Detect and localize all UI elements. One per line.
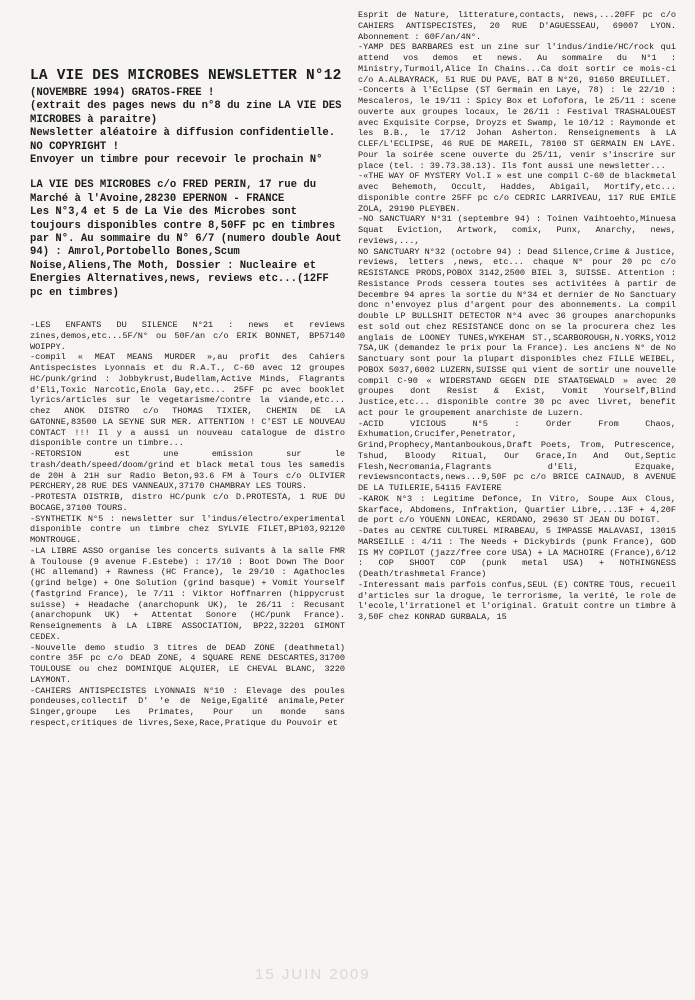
news-item: -CAHIERS ANTISPECISTES LYONNAIS N°10 : Elevage des poules pondeuses,collectif D' 'e de Neige,Egalité animale,Peter Singer,groupe Les Primates, Pour un monde sans respect,critiques de livres,Sexe,Race,Pratique du Pouvoir et	[30, 685, 345, 728]
contact-address: LA VIE DES MICROBES c/o FRED PERIN, 17 rue du Marché à l'Avoine,28230 EPERNON - FRANCE	[30, 179, 317, 205]
news-item: -LES ENFANTS DU SILENCE N°21 : news et reviews zines,demos,etc...5F/N° ou 50F/an c/o ERIK BONNET, BP57140 WOIPPY.	[30, 320, 345, 352]
news-item: -RETORSION est une emission sur le trash/death/speed/doom/grind et black metal tous les samedis de 20H à 21H sur Radio Beton,93.6 FM à Tours c/o OLIVIER PERCHERY,28 RUE DES VANNEAUX,37170 CHAMBRAY LES TOURS.	[30, 449, 345, 492]
news-item: -NO SANCTUARY N°31 (septembre 94) : Toinen Vaihtoehto,Minuesa Squat Eviction, Artwork, comix, Punx, Anarchy, news, reviews,...,	[358, 214, 676, 246]
news-item: -Nouvelle demo studio 3 titres de DEAD ZONE (deathmetal) contre 35F pc c/o DEAD ZONE, 4 SQUARE RENE DESCARTES,31700 TOULOUSE ou chez DOMINIQUE ALQUIER, LE CHEVAL BLANC, 3220 LAYMONT.	[30, 642, 345, 685]
news-item: -SYNTHETIK N°5 : newsletter sur l'indus/electro/experimental disponible contre un timbre chez SYLVIE FILET,BP103,92120 MONTROUGE.	[30, 513, 345, 546]
intro-line: Newsletter aléatoire à diffusion confidentielle. NO COPYRIGHT !	[30, 127, 336, 153]
news-item: Esprit de Nature, litterature,contacts, news,...20FF pc c/o CAHIERS ANTISPECISTES, 20 RUE D'AGUESSEAU, 69007 LYON. Abonnement : 60F/an/4N°.	[358, 10, 676, 42]
news-item: -YAMP DES BARBARES est un zine sur l'indus/indie/HC/rock qui attend vos demos et news. Au sommaire du N°1 : Ministry,Turmoil,Alice In Chains...Ca doit sortir ce mois-ci c/o A.ALBAYRACK, 51 RUE DU PAVE, BAT B N°26, 91650 BREUILLET.	[358, 42, 676, 85]
news-item: -ACID VICIOUS N°5 : Order From Chaos, Exhumation,Crucifer,Penetrator, Grind,Prophecy,Mantanboukous,Draft Poets, Trom, Putrescence, Tshud, Bloody Ritual, Our Grace,In And Out,Septic Flesh,Necromania,Flagrants d'Eli, Ezquake, reviewsncontacts,news...9,50F pc c/o BRICE CAINAUD, 8 AVENUE DE LA TUILERIE,54115 FAVIERE	[358, 418, 676, 493]
news-item: -«THE WAY OF MYSTERY Vol.I » est une compil C-60 de blackmetal avec Behemoth, Occult, Haddes, Abigail, Mortify,etc... disponible contre 25FF pc c/o CEDRIC LARRIVEAU, 117 RUE EMILE ZOLA, 29190 PLEYBEN.	[358, 171, 676, 214]
left-column	[30, 68, 345, 729]
news-item: NO SANCTUARY N°32 (octobre 94) : Dead Silence,Crime & Justice, reviews, letters ,news, etc... chaque N° pour 20 pc c/o RESISTANCE PRODS,POBOX 3142,2500 BIEL 3, SUISSE. Attention : Resistance Prods cessera toutes ses activitées à partir de Decembre 94 apres la sortie du N°34 et dernier de No Sanctuary donc n'envoyez plus d'argent pour des abonnements. La compil double LP BULLSHIT DETECTOR N°4 avec 36 groupes anarchopunks est sold out chez RESISTANCE donc on se la procurera chez les anglais de LOONEY TUNES,WYKEHAM ST.,SCARBOROUGH,N.YORKS,YO12 7SA,UK (demandez le prix pour la France). Les anciens N° de No Sanctuary sont pour la plupart disponibles chez FILLE WEIBEL, POBOX 5037,6002 LUZERN,SUISSE qui vient de sortir une nouvelle compil C-90 « WIDERSTAND GEGEN DIE STAATGEWALD » avec 20 groupes dont Resist & Exist, Vomit Yourself,Blind Justice,etc... disponible contre 30 pc avec livret, benefit act pour le groupement anarchiste de Luzern.	[358, 246, 676, 418]
date-stamp: 15 JUIN 2009	[255, 966, 371, 983]
right-column	[358, 10, 676, 623]
news-item: -Interessant mais parfois confus,SEUL (E) CONTRE TOUS, recueil d'articles sur la drogue, le terrorisme, la verité, le role de l'ecole,l'irrationel et l'original. Gratuit contre un timbre à 3,50F chez KONRAD GURBALA, 15	[358, 579, 676, 622]
address-block	[30, 179, 345, 300]
news-item: -PROTESTA DISTRIB, distro HC/punk c/o D.PROTESTA, 1 RUE DU BOCAGE,37100 TOURS.	[30, 492, 345, 513]
intro-line: (NOVEMBRE 1994) GRATOS-FREE !	[30, 87, 215, 99]
intro-block	[30, 87, 345, 167]
news-item: -compil « MEAT MEANS MURDER »,au profit des Cahiers Antispecistes Lyonnais et du R.A.T., C-60 avec 12 groupes HC/punk/grind : Jobbykrust,Budellam,Active Minds, Flagrants d'Eli,Toxic Narcotic,Enola Gay,etc... 25FF pc avec booklet lyrics/articles sur le vegetarisme/contre la viande,etc... chez ANOK DISTRO c/o THOMAS TIXIER, CHEMIN DE LA GATONNE,83500 LA SEYNE SUR MER. ATTENTION ! C'EST LE NOUVEAU CONTACT !!! Il y a aussi un nouveau catalogue de distro disponible contre un timbre...	[30, 352, 345, 449]
news-item: -LA LIBRE ASSO organise les concerts suivants à la salle FMR à Toulouse (9 avenue F.Estebe) : 17/10 : Boot Down The Door (HC allemand) + Rawness (HC France), le 29/10 : Agathocles (grind belge) + One Solution (grind basque) + Vomit Yourself (fastgrind France), le 7/11 : Viktor Hoffnarren (hippycrust suisse) + Headache (anarchopunk UK), le 26/11 : Recusant (anarchopunk UK) + Attentat Sonore (HC/punk France). Renseignements à LA LIBRE ASSOCIATION, BP22,32201 GIMONT CEDEX.	[30, 545, 345, 642]
news-item: -Dates au CENTRE CULTUREL MIRABEAU, 5 IMPASSE MALAVASI, 13015 MARSEILLE : 4/11 : The Needs + Dickybirds (punk France), GOD IS MY COPILOT (jazz/free core USA) + LA MACHOIRE (France),6/12 : COP SHOOT COP (punk metal USA) + NOTHINGNESS (Death/trashmetal France)	[358, 526, 676, 579]
newsletter-title: LA VIE DES MICROBES NEWSLETTER N°12	[30, 68, 342, 84]
news-item: -KAROK N°3 : Legitime Defonce, In Vitro, Soupe Aux Clous, Skarface, Abdomens, Infraktion, Quartier Libre,...13F + 4,20F de port c/o YOUENN LONEAC, KERDANO, 29630 ST JEAN DU DOIGT.	[358, 493, 676, 526]
back-issues-note: Les N°3,4 et 5 de La Vie des Microbes sont toujours disponibles contre 8,50FF pc en timbres par N°. Au sommaire du N° 6/7 (numero double Aout 94) : Amrol,Portobello Bones,Scum Noise,Aliens,The Moth, Dossier : Nucleaire et Energies Alternatives,news, reviews etc...(12FF pc en timbres)	[30, 206, 342, 299]
news-list-right	[358, 10, 676, 623]
intro-line: Envoyer un timbre pour recevoir le prochain N°	[30, 154, 323, 167]
news-list-left	[30, 320, 345, 729]
intro-line: (extrait des pages news du n°8 du zine LA VIE DES MICROBES à paraitre)	[30, 100, 342, 126]
news-item: -Concerts à l'Eclipse (ST Germain en Laye, 78) : le 22/10 : Mescaleros, le 19/11 : Spicy Box et Lofofora, le 25/11 : scene ouverte aux groupes locaux, le 26/11 : Festival TRASHALOUEST avec Exquisite Corpse, Droyzs et Swamp, le 10/12 : Raymonde et les B.B., le 17/12 Johan Asherton. Renseignements à LA CLEF/L'ECLIPSE, 46 RUE DE MAREIL, 78100 ST GERMAIN EN LAYE. Pour la soirée scene ouverte du 25/11, venir s'inscrire sur place (tel. : 39.73.38.13). Ils font aussi une newsletter...	[358, 85, 676, 171]
